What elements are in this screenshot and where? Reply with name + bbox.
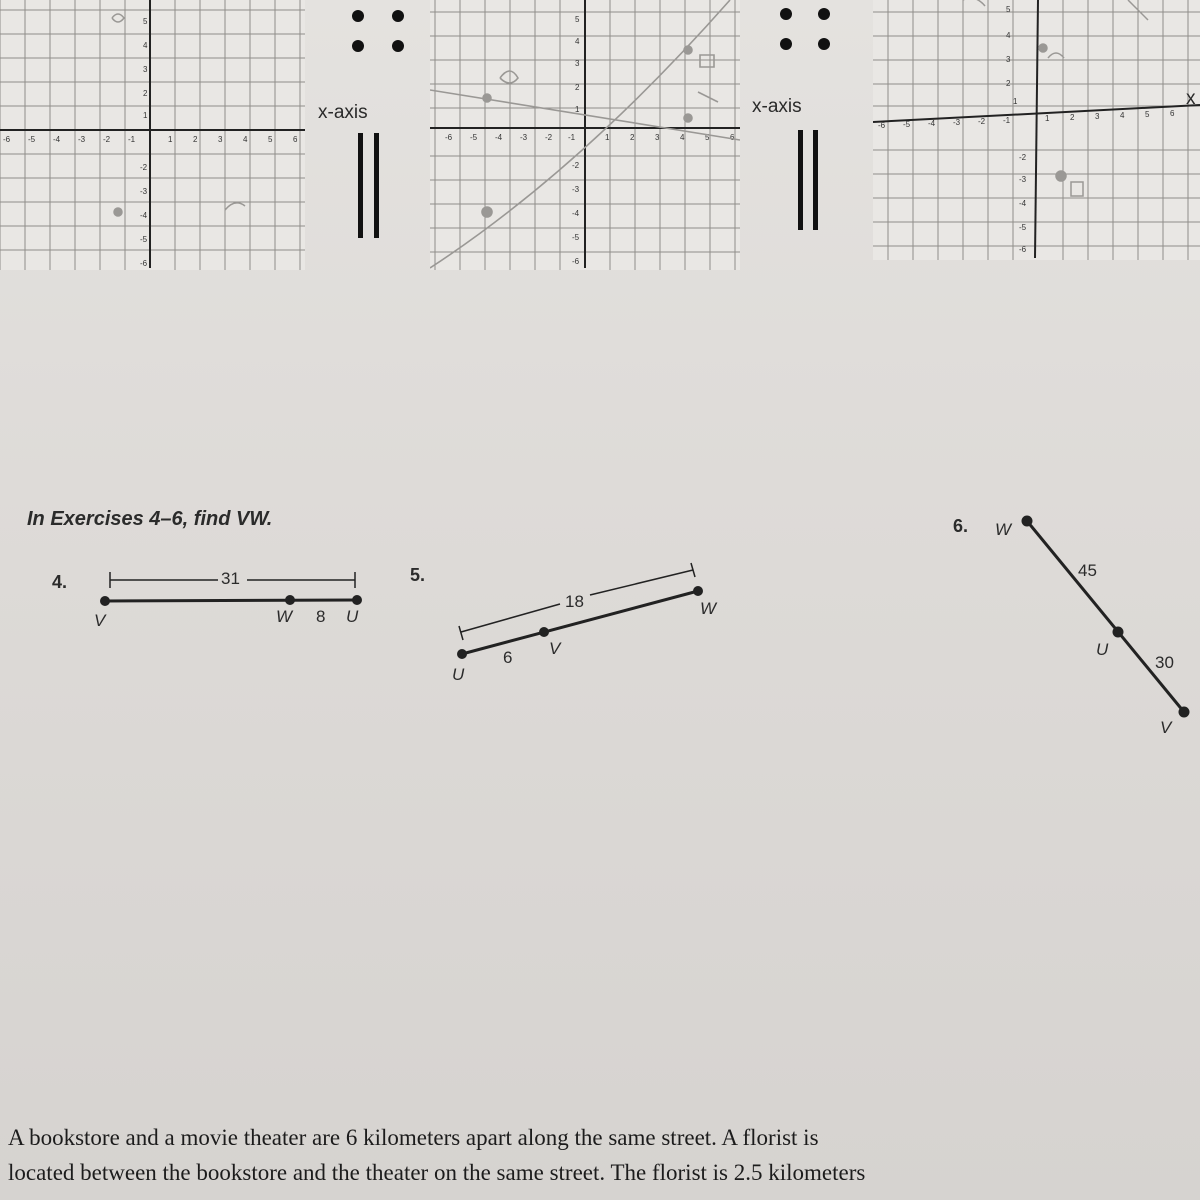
svg-text:-5: -5 [28,135,36,144]
svg-text:-3: -3 [140,187,148,196]
svg-text:1: 1 [605,133,610,142]
svg-text:5: 5 [1006,5,1011,14]
svg-text:2: 2 [143,89,148,98]
svg-text:-1: -1 [1003,116,1011,125]
svg-text:4: 4 [1006,31,1011,40]
x-axis-label-1: x-axis [318,102,368,123]
svg-text:1: 1 [1045,114,1050,123]
svg-text:-6: -6 [1019,245,1027,254]
svg-text:-6: -6 [3,135,11,144]
svg-text:-3: -3 [520,133,528,142]
exercise-5-total: 18 [565,592,584,611]
svg-text:2: 2 [575,83,580,92]
svg-text:5: 5 [268,135,273,144]
svg-text:-4: -4 [495,133,503,142]
svg-text:6: 6 [730,133,735,142]
svg-text:-3: -3 [78,135,86,144]
word-problem-line-1: A bookstore and a movie theater are 6 kilometers apart along the same street. A florist is [8,1125,819,1150]
svg-text:-2: -2 [1019,153,1027,162]
exercise-heading: In Exercises 4–6, find VW. [27,508,273,530]
svg-text:-5: -5 [1019,223,1027,232]
exercise-5-number: 5. [410,565,426,585]
svg-text:4: 4 [1120,111,1125,120]
exercise-6-number: 6. [953,516,969,536]
svg-text:-3: -3 [572,185,580,194]
exercise-6-part: 30 [1155,653,1174,672]
exercise-5-point-v: V [549,639,561,658]
svg-text:-2: -2 [103,135,111,144]
exercise-4-total: 31 [221,569,240,588]
svg-text:3: 3 [1095,112,1100,121]
svg-text:-4: -4 [928,119,936,128]
exercise-5-point-u: U [452,665,465,684]
svg-text:5: 5 [705,133,710,142]
svg-text:2: 2 [1070,113,1075,122]
svg-text:-6: -6 [878,121,886,130]
x-axis-end-label: x [1186,88,1196,109]
svg-text:4: 4 [575,37,580,46]
exercise-6-figure [1023,517,1188,716]
svg-text:-5: -5 [140,235,148,244]
svg-text:-2: -2 [140,163,148,172]
exercise-4-part: 8 [316,607,326,626]
exercise-4-point-u: U [346,607,359,626]
exercise-5-point-w: W [700,599,717,618]
exercise-6-point-u: U [1096,640,1109,659]
svg-text:1: 1 [575,105,580,114]
svg-text:5: 5 [143,17,148,26]
svg-text:3: 3 [143,65,148,74]
exercise-6-point-v: V [1160,718,1172,737]
svg-text:-4: -4 [1019,199,1027,208]
exercise-6-point-w: W [995,520,1012,539]
svg-text:-5: -5 [470,133,478,142]
svg-text:6: 6 [293,135,298,144]
svg-text:2: 2 [193,135,198,144]
svg-text:-4: -4 [140,211,148,220]
svg-text:5: 5 [1145,110,1150,119]
svg-text:3: 3 [655,133,660,142]
svg-text:4: 4 [680,133,685,142]
svg-text:-2: -2 [978,117,986,126]
svg-text:3: 3 [575,59,580,68]
exercise-5-part: 6 [503,648,513,667]
svg-text:3: 3 [1006,55,1011,64]
svg-text:-2: -2 [545,133,553,142]
svg-text:-6: -6 [140,259,148,268]
word-problem-line-2: located between the bookstore and the theater on the same street. The florist is 2.5 kilometers [8,1160,866,1185]
exercise-4-number: 4. [52,572,68,592]
svg-text:2: 2 [630,133,635,142]
svg-text:1: 1 [143,111,148,120]
svg-text:-6: -6 [572,257,580,266]
svg-text:-3: -3 [1019,175,1027,184]
svg-text:-3: -3 [953,118,961,127]
svg-text:-1: -1 [568,133,576,142]
exercise-4-point-v: V [94,611,106,630]
svg-text:-5: -5 [903,120,911,129]
svg-text:-6: -6 [445,133,453,142]
svg-text:1: 1 [168,135,173,144]
svg-text:-1: -1 [128,135,136,144]
svg-text:5: 5 [575,15,580,24]
svg-text:1: 1 [1013,97,1018,106]
svg-text:2: 2 [1006,79,1011,88]
exercise-6-total: 45 [1078,561,1097,580]
svg-text:-4: -4 [572,209,580,218]
svg-text:-5: -5 [572,233,580,242]
svg-text:4: 4 [143,41,148,50]
svg-text:-4: -4 [53,135,61,144]
svg-text:4: 4 [243,135,248,144]
svg-text:6: 6 [1170,109,1175,118]
exercise-4-point-w: W [276,607,293,626]
svg-text:3: 3 [218,135,223,144]
x-axis-label-2: x-axis [752,96,802,117]
svg-text:-2: -2 [572,161,580,170]
